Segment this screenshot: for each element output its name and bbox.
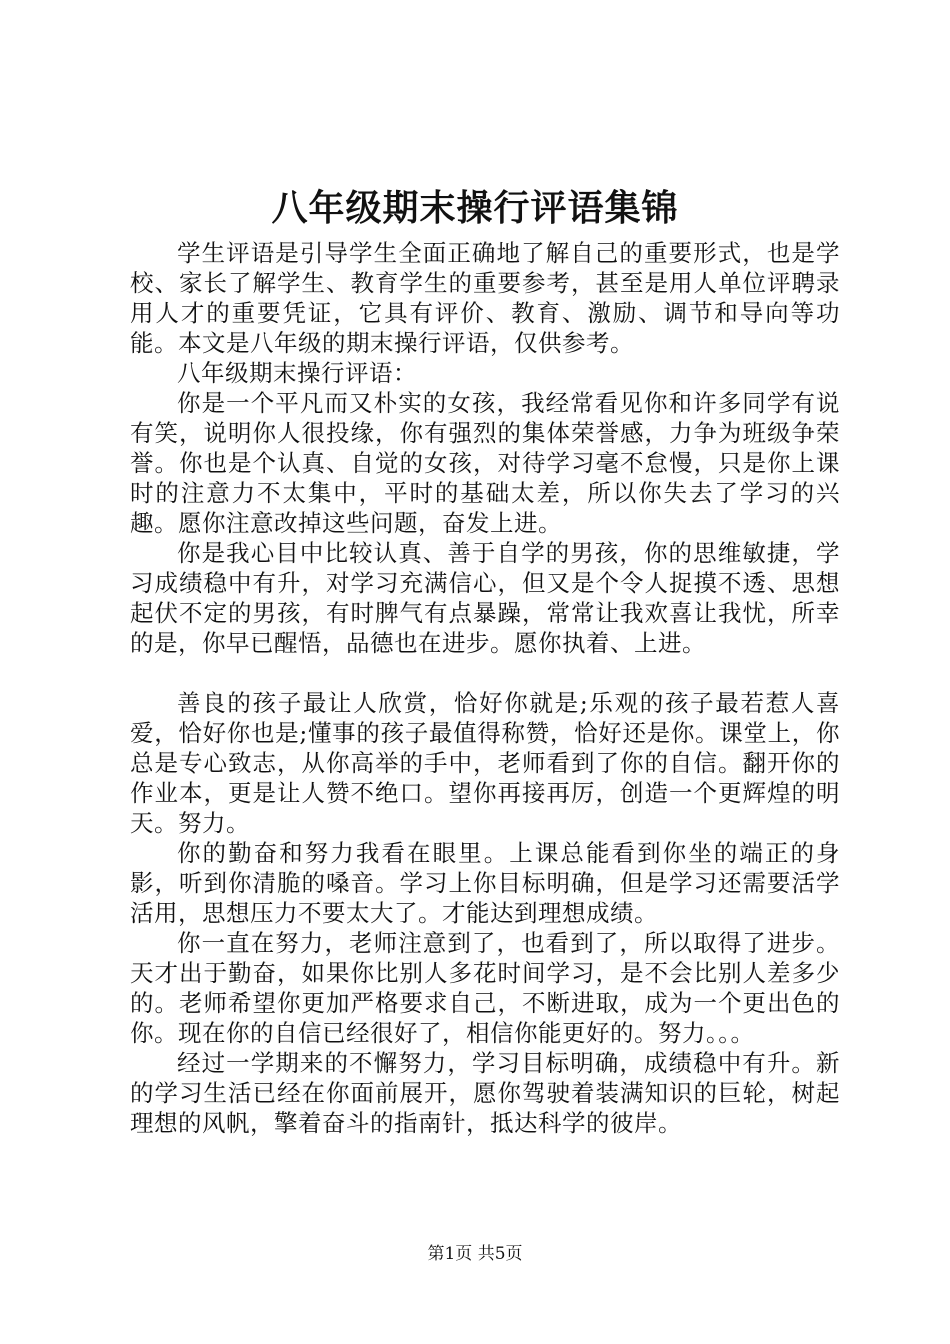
section-heading: 八年级期末操行评语： (177, 359, 417, 387)
intro-paragraph: 学生评语是引导学生全面正确地了解自己的重要形式，也是学校、家长了解学生、教育学生的重要参考，甚至是用人单位评聘录用人才的重要凭证，它具有评价、教育、激励、调节和导向等功能。本文是八年级的期末操行评语，仅供参考。 (130, 239, 840, 357)
document-title: 八年级期末操行评语集锦 (271, 187, 679, 229)
paragraph-gap (130, 658, 840, 688)
document-body (130, 238, 840, 1138)
comment-paragraph-1: 你是一个平凡而又朴实的女孩，我经常看见你和许多同学有说有笑，说明你人很投缘，你有强烈的集体荣誉感，力争为班级争荣誉。你也是个认真、自觉的女孩，对待学习毫不怠慢，只是你上课时的注意力不太集中，平时的基础太差，所以你失去了学习的兴趣。愿你注意改掉这些问题，奋发上进。 (130, 389, 840, 537)
comment-paragraph-4: 你的勤奋和努力我看在眼里。上课总能看到你坐的端正的身影，听到你清脆的嗓音。学习上你目标明确，但是学习还需要活学活用，思想压力不要太大了。才能达到理想成绩。 (130, 839, 840, 927)
comment-paragraph-2: 你是我心目中比较认真、善于自学的男孩，你的思维敏捷，学习成绩稳中有升，对学习充满信心，但又是个令人捉摸不透、思想起伏不定的男孩，有时脾气有点暴躁，常常让我欢喜让我忧，所幸的是，你早已醒悟，品德也在进步。愿你执着、上进。 (130, 539, 840, 657)
comment-paragraph-3: 善良的孩子最让人欣赏，恰好你就是;乐观的孩子最若惹人喜爱，恰好你也是;懂事的孩子最值得称赞，恰好还是你。课堂上，你总是专心致志，从你高举的手中，老师看到了你的自信。翻开你的作业本，更是让人赞不绝口。望你再接再厉，创造一个更辉煌的明天。努力。 (130, 689, 840, 837)
page-number-footer: 第1页 共5页 (427, 1244, 523, 1264)
comment-paragraph-5: 你一直在努力，老师注意到了，也看到了，所以取得了进步。天才出于勤奋，如果你比别人多花时间学习，是不会比别人差多少的。老师希望你更加严格要求自己，不断进取，成为一个更出色的你。现在你的自信已经很好了，相信你能更好的。努力。。。 (130, 929, 840, 1047)
comment-paragraph-6: 经过一学期来的不懈努力，学习目标明确，成绩稳中有升。新的学习生活已经在你面前展开，愿你驾驶着装满知识的巨轮，树起理想的风帆，擎着奋斗的指南针，抵达科学的彼岸。 (130, 1049, 840, 1137)
